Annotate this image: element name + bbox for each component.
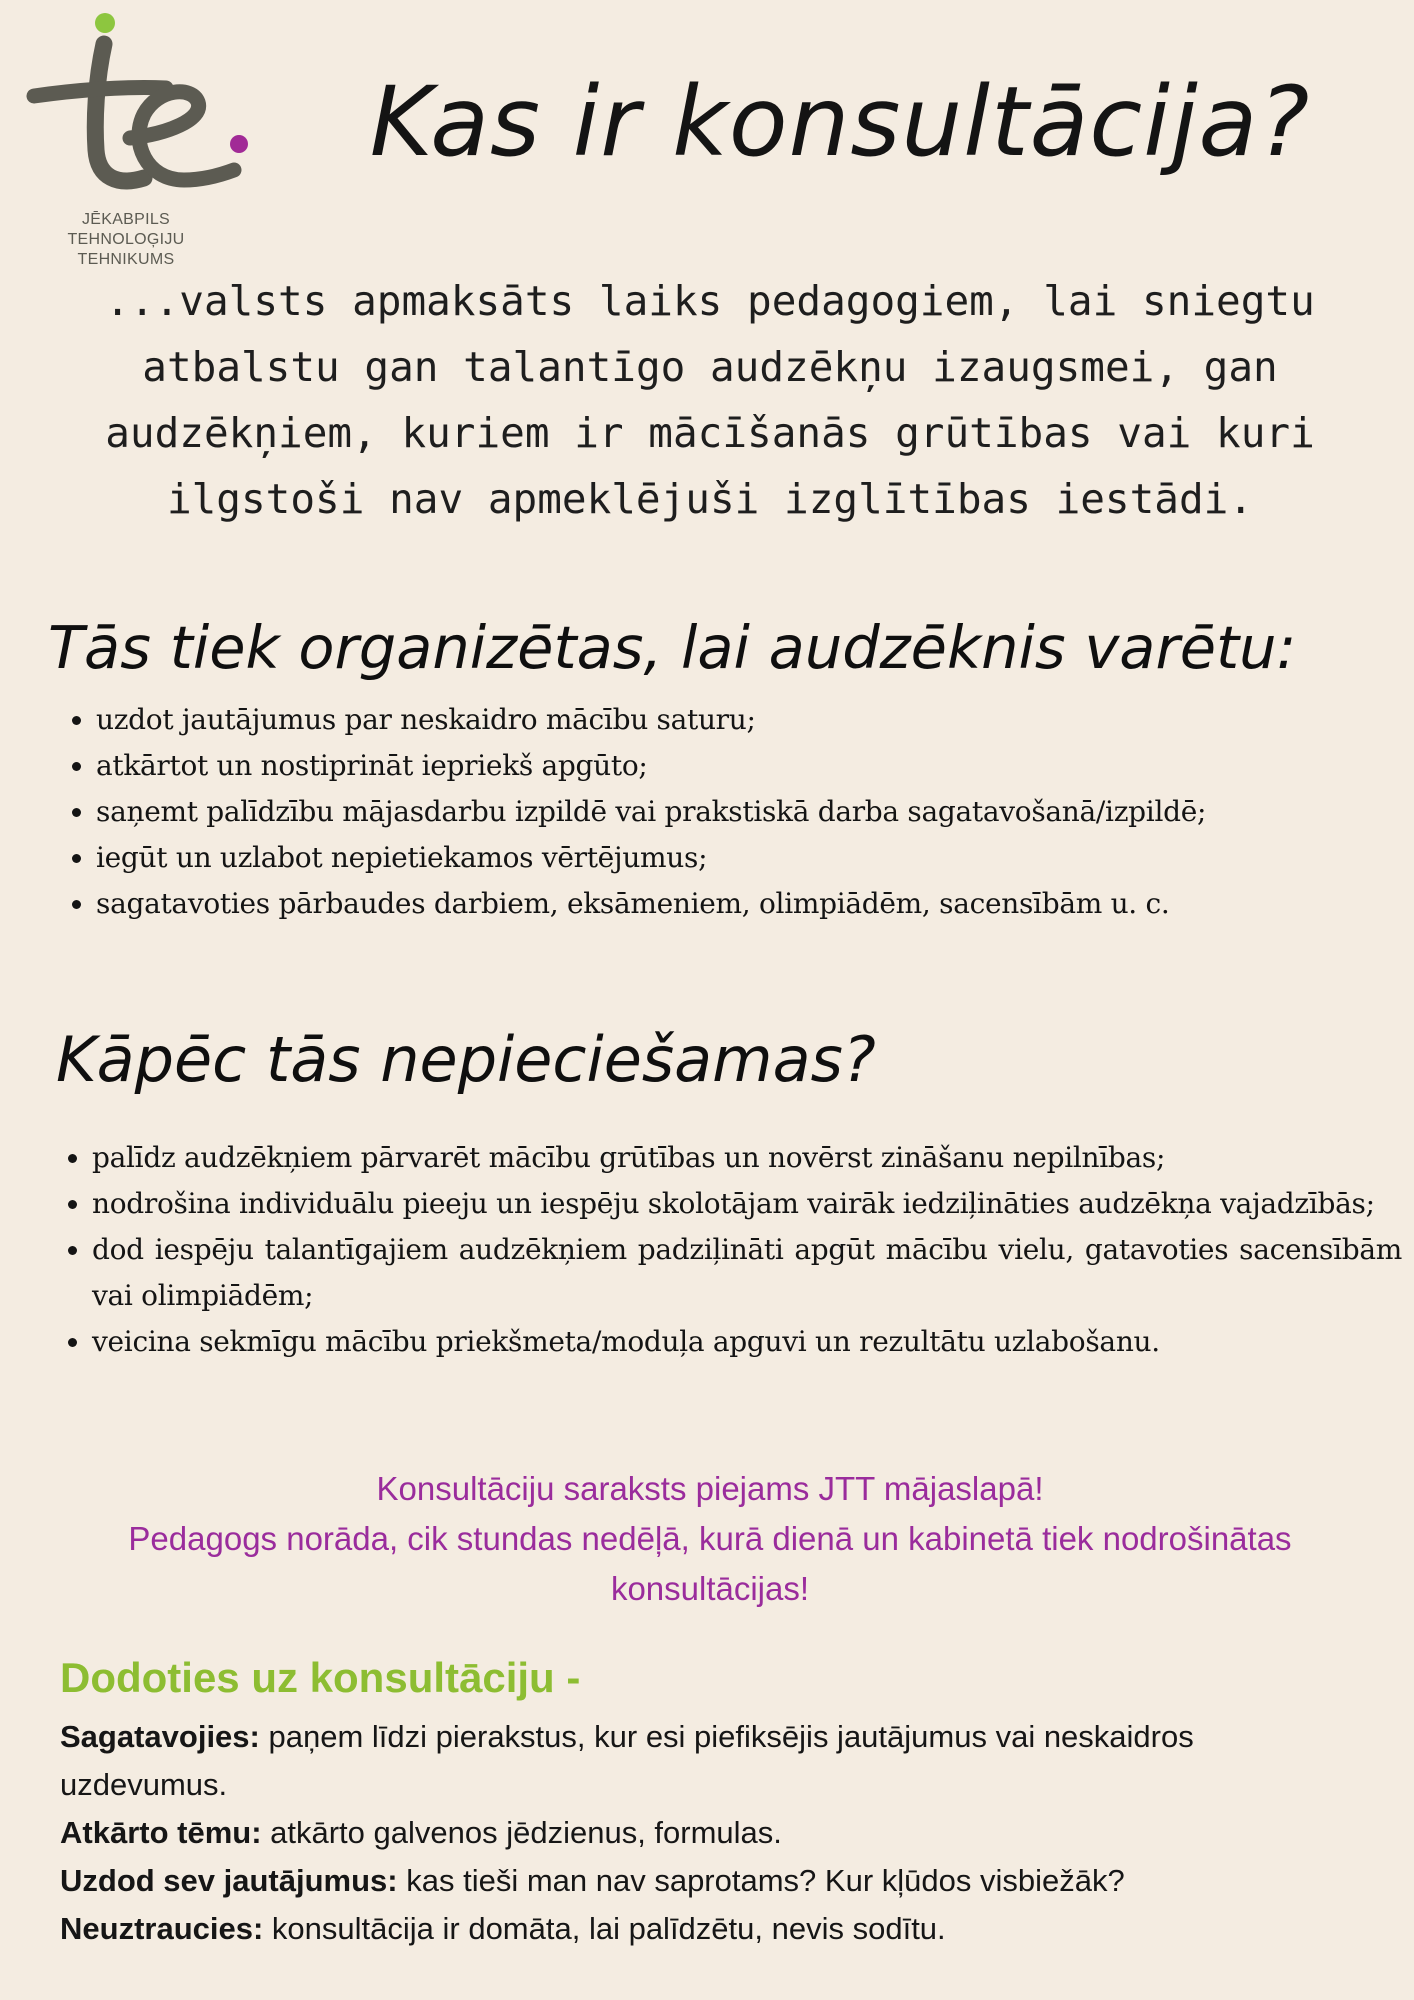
list-item: • dod iespēju talantīgajiem audzēkņiem padziļināti apgūt mācību vielu, gatavoties sacensībām vai olimpiādēm; <box>92 1227 1402 1319</box>
notice-line: Pedagogs norāda, cik stundas nedēļā, kurā dienā un kabinetā tiek nodrošinātas konsultācijas! <box>128 1520 1292 1607</box>
tip-text: atkārto galvenos jēdzienus, formulas. <box>261 1815 782 1850</box>
page-title: Kas ir konsultācija? <box>369 66 1311 178</box>
tip-text: konsultācija ir domāta, lai palīdzētu, nevis sodītu. <box>263 1911 946 1946</box>
schedule-notice <box>40 1464 1380 1614</box>
tips-list <box>60 1713 1360 1953</box>
notice-line: Konsultāciju saraksts piejams JTT mājaslapā! <box>376 1470 1044 1507</box>
tip-item <box>60 1713 1360 1809</box>
organized-list <box>56 697 1400 927</box>
tip-text: kas tieši man nav saprotams? Kur kļūdos visbiežāk? <box>397 1863 1125 1898</box>
tip-item <box>60 1809 1360 1857</box>
tip-text: paņem līdzi pierakstus, kur esi piefiksējis jautājumus vai neskaidros uzdevumus. <box>60 1719 1194 1802</box>
list-item: • palīdz audzēkņiem pārvarēt mācību grūtības un novērst zināšanu nepilnības; <box>92 1135 1402 1181</box>
list-item: • atkārtot un nostiprināt iepriekš apgūto; <box>96 743 1400 789</box>
te-logo-icon <box>26 10 256 210</box>
tip-label: Uzdod sev jautājumus: <box>60 1863 398 1898</box>
why-heading: Kāpēc tās nepieciešamas? <box>56 1023 876 1096</box>
organized-heading: Tās tiek organizētas, lai audzēknis varētu: <box>48 613 1297 682</box>
tip-item <box>60 1905 1360 1953</box>
list-item: • sagatavoties pārbaudes darbiem, eksāmeniem, olimpiādēm, sacensībām u. c. <box>96 881 1400 927</box>
logo-caption: JĒKABPILS TEHNOLOĢIJU TEHNIKUMS <box>67 211 185 268</box>
intro-text: ...valsts apmaksāts laiks pedagogiem, lai sniegtu atbalstu gan talantīgo audzēkņu izaugsmei, gan audzēkņiem, kuriem ir mācīšanās grūtības vai kuri ilgstoši nav apmeklējuši izglītības iestādi. <box>105 277 1315 523</box>
why-list <box>52 1135 1402 1365</box>
list-item: • nodrošina individuālu pieeju un iespēju skolotājam vairāk iedziļināties audzēkņa vajadzībās; <box>92 1181 1402 1227</box>
list-item: • iegūt un uzlabot nepietiekamos vērtējumus; <box>96 835 1400 881</box>
list-item: • uzdot jautājumus par neskaidro mācību saturu; <box>96 697 1400 743</box>
list-item: • saņemt palīdzību mājasdarbu izpildē vai prakstiskā darba sagatavošanā/izpildē; <box>96 789 1400 835</box>
list-item: • veicina sekmīgu mācību priekšmeta/moduļa apguvi un rezultātu uzlabošanu. <box>92 1319 1402 1365</box>
school-logo <box>26 10 256 268</box>
tips-heading: Dodoties uz konsultāciju - <box>60 1654 581 1701</box>
tip-item <box>60 1857 1360 1905</box>
tip-label: Sagatavojies: <box>60 1719 260 1754</box>
tip-label: Neuztraucies: <box>60 1911 264 1946</box>
tip-label: Atkārto tēmu: <box>60 1815 262 1850</box>
